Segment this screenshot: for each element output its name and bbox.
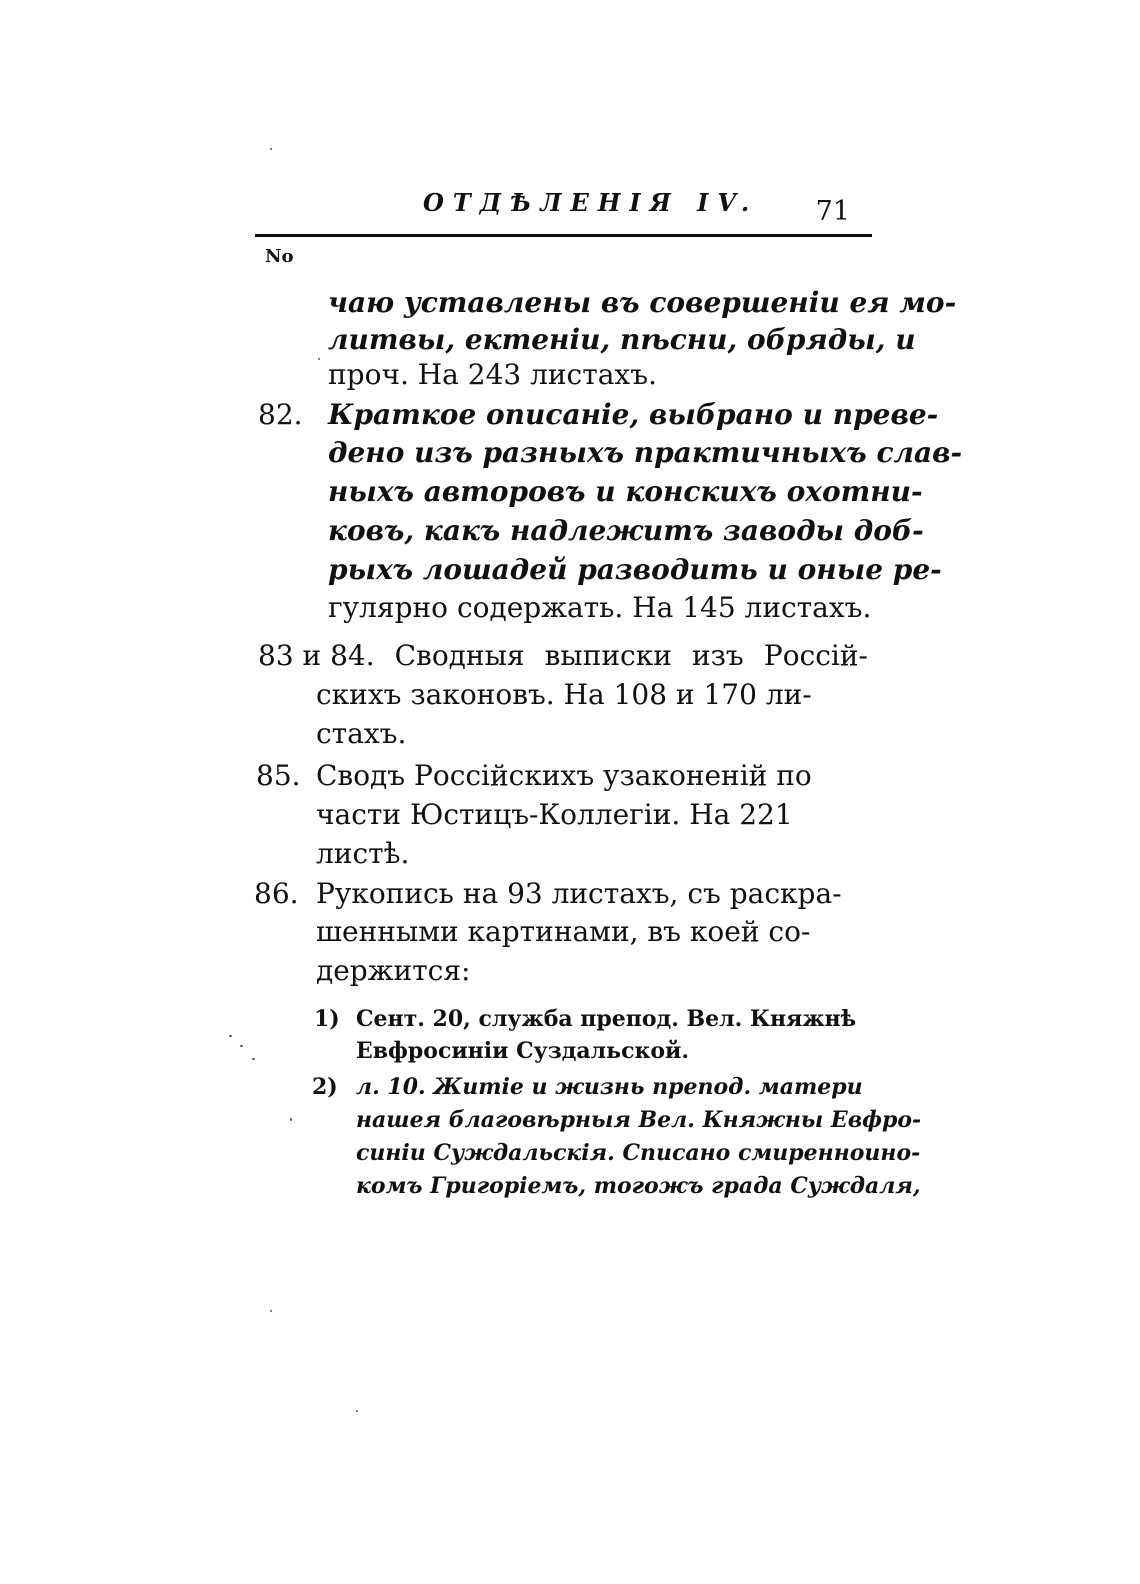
subitem-line: нашея благовѣрныя Вел. Княжны Евфро- bbox=[356, 1107, 922, 1133]
entry-line: держится: bbox=[316, 954, 471, 987]
entry-line: ковъ, какъ надлежитъ заводы доб- bbox=[328, 514, 924, 547]
entry-line: Краткое описаніе, выбрано и преве- bbox=[328, 398, 939, 431]
scan-speck bbox=[290, 1118, 292, 1121]
entry-line: листѣ. bbox=[316, 837, 410, 870]
subitem-line: комъ Григоріемъ, тогожъ града Суждаля, bbox=[356, 1173, 921, 1199]
entry-line: литвы, ектеніи, пѣсни, обряды, и bbox=[328, 323, 916, 356]
entry-line: Сводныя выписки изъ Россій- bbox=[394, 639, 868, 672]
subitem-line: синіи Суждальскія. Списано смиренноино- bbox=[356, 1140, 921, 1166]
entry-line: скихъ законовъ. На 108 и 170 ли- bbox=[316, 678, 812, 711]
subitem-number: 1) bbox=[314, 1006, 340, 1032]
scan-speck bbox=[270, 148, 272, 150]
scan-speck bbox=[229, 1035, 232, 1037]
header-rule bbox=[255, 234, 872, 237]
entry-number: 85. bbox=[256, 759, 301, 792]
entry-number: 86. bbox=[254, 877, 299, 910]
subitem-line: Сент. 20, служба препод. Вел. Княжнѣ bbox=[356, 1006, 857, 1032]
scan-speck bbox=[252, 1058, 255, 1060]
entry-line: рыхъ лошадей разводить и оные ре- bbox=[328, 553, 942, 586]
entry-line: проч. На 243 листахъ. bbox=[328, 358, 657, 391]
entry-number: 82. bbox=[258, 398, 303, 431]
entry-line: чаю уставлены въ совершеніи ея мо- bbox=[328, 286, 957, 319]
entry-line: ныхъ авторовъ и конскихъ охотни- bbox=[328, 475, 923, 508]
subitem-number: 2) bbox=[312, 1074, 338, 1100]
scan-speck bbox=[356, 1410, 358, 1412]
subitem-line: Евфросиніи Суздальской. bbox=[356, 1038, 690, 1064]
scan-speck bbox=[240, 1045, 243, 1047]
page-number: 71 bbox=[815, 196, 850, 227]
entry-line: дено изъ разныхъ практичныхъ слав- bbox=[328, 436, 963, 469]
number-column-label: No bbox=[265, 246, 294, 267]
entry-number: 83 и 84. bbox=[258, 639, 375, 672]
subitem-line: л. 10. Житіе и жизнь препод. матери bbox=[356, 1074, 863, 1100]
entry-line: части Юстицъ-Коллегіи. На 221 bbox=[316, 798, 793, 831]
entry-line: стахъ. bbox=[316, 717, 407, 750]
scan-speck bbox=[270, 1310, 272, 1312]
page-header bbox=[255, 188, 872, 240]
entry-line: Рукопись на 93 листахъ, съ раскра- bbox=[316, 877, 842, 910]
running-head: ОТДѢЛЕНІЯ IV. bbox=[423, 188, 759, 217]
entry-line: гулярно содержать. На 145 листахъ. bbox=[328, 591, 872, 624]
entry-line: шенными картинами, въ коей со- bbox=[316, 915, 811, 948]
scan-speck bbox=[318, 358, 320, 360]
entry-line-with-number bbox=[258, 637, 868, 675]
entry-line: Сводъ Россійскихъ узаконеній по bbox=[316, 759, 812, 792]
